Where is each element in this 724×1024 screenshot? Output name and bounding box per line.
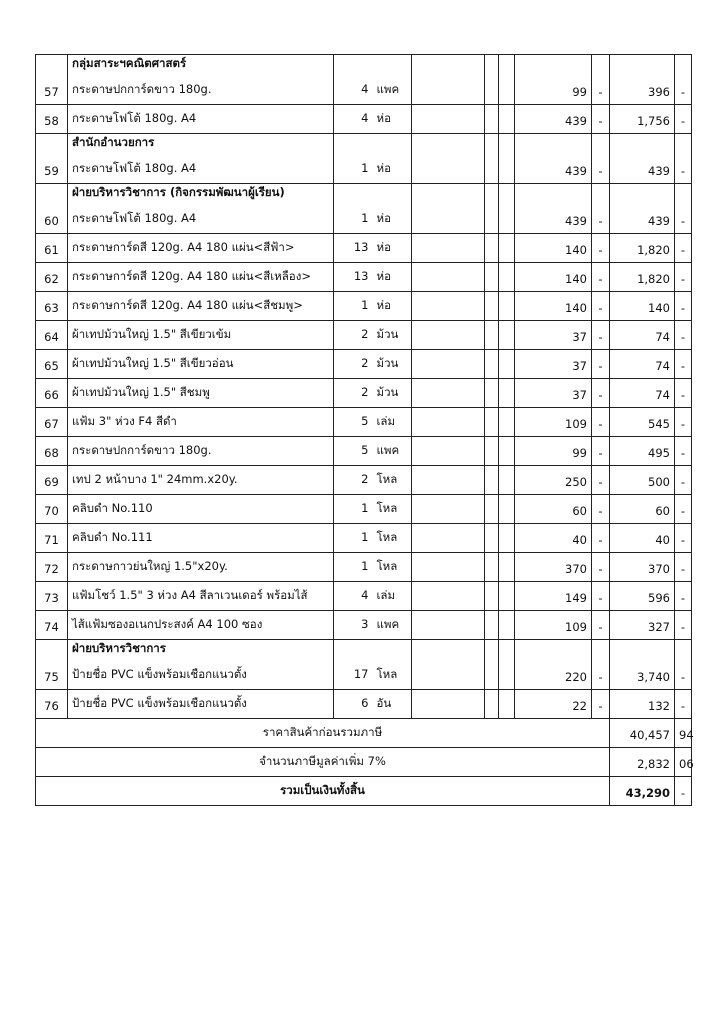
- line-amount: 74: [610, 321, 675, 350]
- blank-cell: [485, 292, 499, 321]
- blank-cell: [412, 55, 485, 105]
- unit-price-cents: -: [592, 524, 610, 553]
- table-row: [36, 184, 692, 234]
- summary-label: ราคาสินค้าก่อนรวมภาษี: [36, 719, 610, 748]
- quantity-cell: [334, 234, 412, 263]
- table-row: [36, 350, 692, 379]
- blank-cell: [499, 495, 515, 524]
- unit-price: 370: [515, 553, 592, 582]
- unit-price-cents: -: [592, 55, 610, 105]
- blank-cell: [499, 379, 515, 408]
- quantity-cell: [334, 263, 412, 292]
- blank-cell: [485, 495, 499, 524]
- line-amount-cents: -: [675, 495, 692, 524]
- table-row: [36, 292, 692, 321]
- table-row: [36, 640, 692, 690]
- blank-cell: [499, 611, 515, 640]
- item-unit: ห่อ: [376, 111, 391, 125]
- line-amount-cents: -: [675, 690, 692, 719]
- unit-price-cents: -: [592, 234, 610, 263]
- blank-cell: [485, 184, 499, 234]
- item-unit: ห่อ: [376, 298, 391, 312]
- unit-price: 109: [515, 611, 592, 640]
- unit-price: 99: [515, 55, 592, 105]
- blank-cell: [412, 408, 485, 437]
- line-amount: 60: [610, 495, 675, 524]
- item-unit: โหล: [376, 472, 398, 486]
- blank-cell: [499, 263, 515, 292]
- blank-cell: [412, 690, 485, 719]
- group-heading: สำนักอำนวยการ: [72, 135, 155, 149]
- item-description-cell: [68, 350, 334, 379]
- line-amount-cents: -: [675, 553, 692, 582]
- item-description-cell: [68, 55, 334, 105]
- unit-price-cents: -: [592, 105, 610, 134]
- quantity-cell: [334, 379, 412, 408]
- blank-cell: [485, 55, 499, 105]
- line-amount-cents: -: [675, 184, 692, 234]
- table-row: [36, 55, 692, 105]
- unit-price: 250: [515, 466, 592, 495]
- item-unit: ห่อ: [376, 161, 391, 175]
- item-unit: อัน: [376, 696, 392, 710]
- blank-cell: [485, 321, 499, 350]
- item-unit: โหล: [376, 501, 398, 515]
- item-number: 62: [36, 263, 68, 292]
- unit-price: 220: [515, 640, 592, 690]
- item-description-cell: [68, 105, 334, 134]
- quantity-cell: [334, 640, 412, 690]
- unit-price-cents: -: [592, 553, 610, 582]
- item-quantity: 1: [361, 530, 369, 544]
- line-amount: 495: [610, 437, 675, 466]
- item-description-cell: [68, 640, 334, 690]
- summary-cents: 06: [675, 748, 692, 777]
- item-description: กระดาษปกการ์ดขาว 180g.: [72, 82, 212, 96]
- unit-price-cents: -: [592, 184, 610, 234]
- summary-row: [36, 748, 692, 777]
- item-description-cell: [68, 134, 334, 184]
- item-description-cell: [68, 690, 334, 719]
- line-amount: 74: [610, 379, 675, 408]
- unit-price-cents: -: [592, 437, 610, 466]
- blank-cell: [412, 495, 485, 524]
- table-row: [36, 408, 692, 437]
- item-quantity: 4: [361, 588, 369, 602]
- table-row: [36, 263, 692, 292]
- item-number: 59: [36, 134, 68, 184]
- blank-cell: [499, 55, 515, 105]
- unit-price-cents: -: [592, 134, 610, 184]
- item-number: 71: [36, 524, 68, 553]
- blank-cell: [499, 437, 515, 466]
- item-unit: แพค: [376, 617, 400, 631]
- line-amount-cents: -: [675, 640, 692, 690]
- line-amount-cents: -: [675, 466, 692, 495]
- line-amount: 596: [610, 582, 675, 611]
- blank-cell: [485, 379, 499, 408]
- summary-row: [36, 719, 692, 748]
- unit-price: 439: [515, 105, 592, 134]
- group-heading: ฝ่ายบริหารวิชาการ (กิจกรรมพัฒนาผู้เรียน): [72, 185, 285, 199]
- unit-price: 37: [515, 321, 592, 350]
- unit-price-cents: -: [592, 690, 610, 719]
- table-row: [36, 524, 692, 553]
- summary-row: [36, 777, 692, 806]
- quantity-cell: [334, 321, 412, 350]
- item-description: แฟ้ม 3" ห่วง F4 สีดำ: [72, 414, 177, 428]
- item-quantity: 2: [361, 385, 369, 399]
- unit-price-cents: -: [592, 640, 610, 690]
- item-description: กระดาษการ์ดสี 120g. A4 180 แผ่น<สีฟ้า>: [72, 240, 295, 254]
- table-row: [36, 466, 692, 495]
- blank-cell: [499, 350, 515, 379]
- item-number: 60: [36, 184, 68, 234]
- unit-price-cents: -: [592, 495, 610, 524]
- quantity-cell: [334, 466, 412, 495]
- purchase-items-table: [35, 54, 692, 806]
- item-description: แฟ้มโชว์ 1.5" 3 ห่วง A4 สีลาเวนเดอร์ พร้อมไส้: [72, 588, 308, 602]
- item-unit: เล่ม: [376, 588, 396, 602]
- unit-price-cents: -: [592, 263, 610, 292]
- unit-price: 140: [515, 292, 592, 321]
- item-quantity: 13: [353, 269, 369, 283]
- blank-cell: [499, 582, 515, 611]
- unit-price-cents: -: [592, 350, 610, 379]
- blank-cell: [412, 134, 485, 184]
- item-unit: ห่อ: [376, 269, 391, 283]
- blank-cell: [485, 611, 499, 640]
- quantity-cell: [334, 553, 412, 582]
- blank-cell: [485, 437, 499, 466]
- item-unit: โหล: [376, 530, 398, 544]
- item-quantity: 1: [361, 501, 369, 515]
- quantity-cell: [334, 582, 412, 611]
- item-unit: ม้วน: [376, 356, 399, 370]
- blank-cell: [412, 466, 485, 495]
- quantity-cell: [334, 611, 412, 640]
- line-amount: 1,756: [610, 105, 675, 134]
- item-description-cell: [68, 495, 334, 524]
- item-unit: ห่อ: [376, 240, 391, 254]
- blank-cell: [485, 350, 499, 379]
- blank-cell: [412, 321, 485, 350]
- unit-price: 109: [515, 408, 592, 437]
- line-amount: 327: [610, 611, 675, 640]
- unit-price: 439: [515, 184, 592, 234]
- item-description: คลิบดำ No.110: [72, 501, 153, 515]
- item-unit: เล่ม: [376, 414, 396, 428]
- unit-price: 140: [515, 234, 592, 263]
- blank-cell: [412, 582, 485, 611]
- unit-price: 99: [515, 437, 592, 466]
- line-amount: 545: [610, 408, 675, 437]
- table-row: [36, 582, 692, 611]
- blank-cell: [485, 553, 499, 582]
- item-description: ผ้าเทปม้วนใหญ่ 1.5" สีเขียวอ่อน: [72, 356, 234, 370]
- line-amount-cents: -: [675, 263, 692, 292]
- item-quantity: 4: [361, 82, 369, 96]
- item-description-cell: [68, 524, 334, 553]
- table-row: [36, 690, 692, 719]
- item-description-cell: [68, 466, 334, 495]
- item-number: 65: [36, 350, 68, 379]
- item-quantity: 1: [361, 211, 369, 225]
- item-description-cell: [68, 611, 334, 640]
- item-number: 73: [36, 582, 68, 611]
- line-amount-cents: -: [675, 408, 692, 437]
- blank-cell: [485, 582, 499, 611]
- blank-cell: [485, 408, 499, 437]
- table-row: [36, 611, 692, 640]
- line-amount: 140: [610, 292, 675, 321]
- item-description: คลิบดำ No.111: [72, 530, 153, 544]
- unit-price: 439: [515, 134, 592, 184]
- item-description: ผ้าเทปม้วนใหญ่ 1.5" สีชมพู: [72, 385, 210, 399]
- item-quantity: 17: [353, 667, 369, 681]
- item-quantity: 3: [361, 617, 369, 631]
- item-description: กระดาษกาวย่นใหญ่ 1.5"x20y.: [72, 559, 228, 573]
- unit-price: 37: [515, 350, 592, 379]
- group-heading: ฝ่ายบริหารวิชาการ: [72, 641, 166, 655]
- summary-cents: -: [675, 777, 692, 806]
- summary-amount: 40,457: [610, 719, 675, 748]
- unit-price: 149: [515, 582, 592, 611]
- line-amount-cents: -: [675, 55, 692, 105]
- item-quantity: 13: [353, 240, 369, 254]
- item-number: 72: [36, 553, 68, 582]
- blank-cell: [485, 466, 499, 495]
- item-unit: ห่อ: [376, 211, 391, 225]
- quantity-cell: [334, 495, 412, 524]
- item-quantity: 2: [361, 327, 369, 341]
- item-quantity: 1: [361, 298, 369, 312]
- blank-cell: [499, 524, 515, 553]
- item-quantity: 5: [361, 414, 369, 428]
- item-description: ป้ายชื่อ PVC แข็งพร้อมเชือกแนวตั้ง: [72, 696, 247, 710]
- item-quantity: 4: [361, 111, 369, 125]
- item-unit: ม้วน: [376, 385, 399, 399]
- table-row: [36, 134, 692, 184]
- blank-cell: [412, 234, 485, 263]
- unit-price: 22: [515, 690, 592, 719]
- item-description-cell: [68, 292, 334, 321]
- blank-cell: [412, 379, 485, 408]
- item-description: กระดาษปกการ์ดขาว 180g.: [72, 443, 212, 457]
- table-row: [36, 379, 692, 408]
- item-unit: แพค: [376, 82, 400, 96]
- item-description-cell: [68, 184, 334, 234]
- unit-price: 60: [515, 495, 592, 524]
- unit-price-cents: -: [592, 379, 610, 408]
- item-description: เทป 2 หน้าบาง 1" 24mm.x20y.: [72, 472, 238, 486]
- blank-cell: [485, 690, 499, 719]
- line-amount: 396: [610, 55, 675, 105]
- line-amount-cents: -: [675, 292, 692, 321]
- unit-price-cents: -: [592, 321, 610, 350]
- blank-cell: [485, 134, 499, 184]
- line-amount: 439: [610, 184, 675, 234]
- quantity-cell: [334, 524, 412, 553]
- line-amount: 74: [610, 350, 675, 379]
- unit-price: 140: [515, 263, 592, 292]
- item-description-cell: [68, 437, 334, 466]
- unit-price: 40: [515, 524, 592, 553]
- quantity-cell: [334, 350, 412, 379]
- unit-price-cents: -: [592, 582, 610, 611]
- blank-cell: [499, 553, 515, 582]
- blank-cell: [412, 553, 485, 582]
- quantity-cell: [334, 292, 412, 321]
- blank-cell: [412, 524, 485, 553]
- quantity-cell: [334, 55, 412, 105]
- line-amount-cents: -: [675, 437, 692, 466]
- item-number: 64: [36, 321, 68, 350]
- line-amount-cents: -: [675, 321, 692, 350]
- item-description: กระดาษการ์ดสี 120g. A4 180 แผ่น<สีชมพู>: [72, 298, 303, 312]
- line-amount: 1,820: [610, 263, 675, 292]
- summary-label: จำนวนภาษีมูลค่าเพิ่ม 7%: [36, 748, 610, 777]
- table-row: [36, 234, 692, 263]
- summary-amount: 2,832: [610, 748, 675, 777]
- blank-cell: [485, 234, 499, 263]
- item-description: ไส้แฟ้มซองอเนกประสงค์ A4 100 ซอง: [72, 617, 263, 631]
- summary-label: รวมเป็นเงินทั้งสิ้น: [36, 777, 610, 806]
- summary-cents: 94: [675, 719, 692, 748]
- item-description: ผ้าเทปม้วนใหญ่ 1.5" สีเขียวเข้ม: [72, 327, 232, 341]
- summary-amount: 43,290: [610, 777, 675, 806]
- line-amount-cents: -: [675, 379, 692, 408]
- blank-cell: [499, 292, 515, 321]
- blank-cell: [485, 263, 499, 292]
- item-description: กระดาษโฟโต้ 180g. A4: [72, 111, 197, 125]
- blank-cell: [412, 350, 485, 379]
- blank-cell: [412, 437, 485, 466]
- table-row: [36, 105, 692, 134]
- item-description-cell: [68, 321, 334, 350]
- blank-cell: [412, 105, 485, 134]
- blank-cell: [499, 184, 515, 234]
- item-description: ป้ายชื่อ PVC แข็งพร้อมเชือกแนวตั้ง: [72, 667, 247, 681]
- item-number: 76: [36, 690, 68, 719]
- quantity-cell: [334, 134, 412, 184]
- item-description: กระดาษการ์ดสี 120g. A4 180 แผ่น<สีเหลือง>: [72, 269, 311, 283]
- line-amount-cents: -: [675, 611, 692, 640]
- unit-price: 37: [515, 379, 592, 408]
- item-unit: โหล: [376, 667, 398, 681]
- item-description: กระดาษโฟโต้ 180g. A4: [72, 161, 197, 175]
- table-row: [36, 495, 692, 524]
- table-row: [36, 553, 692, 582]
- line-amount-cents: -: [675, 524, 692, 553]
- item-number: 57: [36, 55, 68, 105]
- table-body: [36, 55, 692, 806]
- quantity-cell: [334, 408, 412, 437]
- blank-cell: [412, 611, 485, 640]
- blank-cell: [499, 690, 515, 719]
- item-unit: โหล: [376, 559, 398, 573]
- line-amount-cents: -: [675, 105, 692, 134]
- quantity-cell: [334, 437, 412, 466]
- line-amount: 132: [610, 690, 675, 719]
- item-number: 75: [36, 640, 68, 690]
- item-description-cell: [68, 408, 334, 437]
- unit-price-cents: -: [592, 408, 610, 437]
- item-unit: ม้วน: [376, 327, 399, 341]
- unit-price-cents: -: [592, 466, 610, 495]
- line-amount-cents: -: [675, 350, 692, 379]
- quantity-cell: [334, 105, 412, 134]
- item-description-cell: [68, 553, 334, 582]
- item-number: 63: [36, 292, 68, 321]
- item-description-cell: [68, 234, 334, 263]
- item-description: กระดาษโฟโต้ 180g. A4: [72, 211, 197, 225]
- blank-cell: [499, 134, 515, 184]
- item-number: 61: [36, 234, 68, 263]
- blank-cell: [499, 640, 515, 690]
- item-quantity: 2: [361, 472, 369, 486]
- item-number: 58: [36, 105, 68, 134]
- blank-cell: [499, 105, 515, 134]
- item-description-cell: [68, 263, 334, 292]
- item-number: 68: [36, 437, 68, 466]
- item-quantity: 5: [361, 443, 369, 457]
- line-amount: 1,820: [610, 234, 675, 263]
- blank-cell: [412, 292, 485, 321]
- item-number: 66: [36, 379, 68, 408]
- blank-cell: [499, 234, 515, 263]
- line-amount-cents: -: [675, 582, 692, 611]
- item-number: 69: [36, 466, 68, 495]
- item-quantity: 2: [361, 356, 369, 370]
- item-number: 74: [36, 611, 68, 640]
- item-quantity: 1: [361, 161, 369, 175]
- unit-price-cents: -: [592, 611, 610, 640]
- blank-cell: [499, 408, 515, 437]
- item-number: 67: [36, 408, 68, 437]
- blank-cell: [485, 105, 499, 134]
- blank-cell: [412, 184, 485, 234]
- item-number: 70: [36, 495, 68, 524]
- blank-cell: [412, 640, 485, 690]
- line-amount: 500: [610, 466, 675, 495]
- unit-price-cents: -: [592, 292, 610, 321]
- item-quantity: 6: [361, 696, 369, 710]
- item-description-cell: [68, 582, 334, 611]
- blank-cell: [499, 466, 515, 495]
- line-amount: 439: [610, 134, 675, 184]
- item-unit: แพค: [376, 443, 400, 457]
- item-quantity: 1: [361, 559, 369, 573]
- line-amount-cents: -: [675, 234, 692, 263]
- line-amount-cents: -: [675, 134, 692, 184]
- line-amount: 370: [610, 553, 675, 582]
- blank-cell: [412, 263, 485, 292]
- group-heading: กลุ่มสาระฯคณิตศาสตร์: [72, 56, 187, 70]
- blank-cell: [485, 640, 499, 690]
- quantity-cell: [334, 690, 412, 719]
- table-row: [36, 321, 692, 350]
- line-amount: 3,740: [610, 640, 675, 690]
- line-amount: 40: [610, 524, 675, 553]
- blank-cell: [499, 321, 515, 350]
- table-row: [36, 437, 692, 466]
- blank-cell: [485, 524, 499, 553]
- item-description-cell: [68, 379, 334, 408]
- quantity-cell: [334, 184, 412, 234]
